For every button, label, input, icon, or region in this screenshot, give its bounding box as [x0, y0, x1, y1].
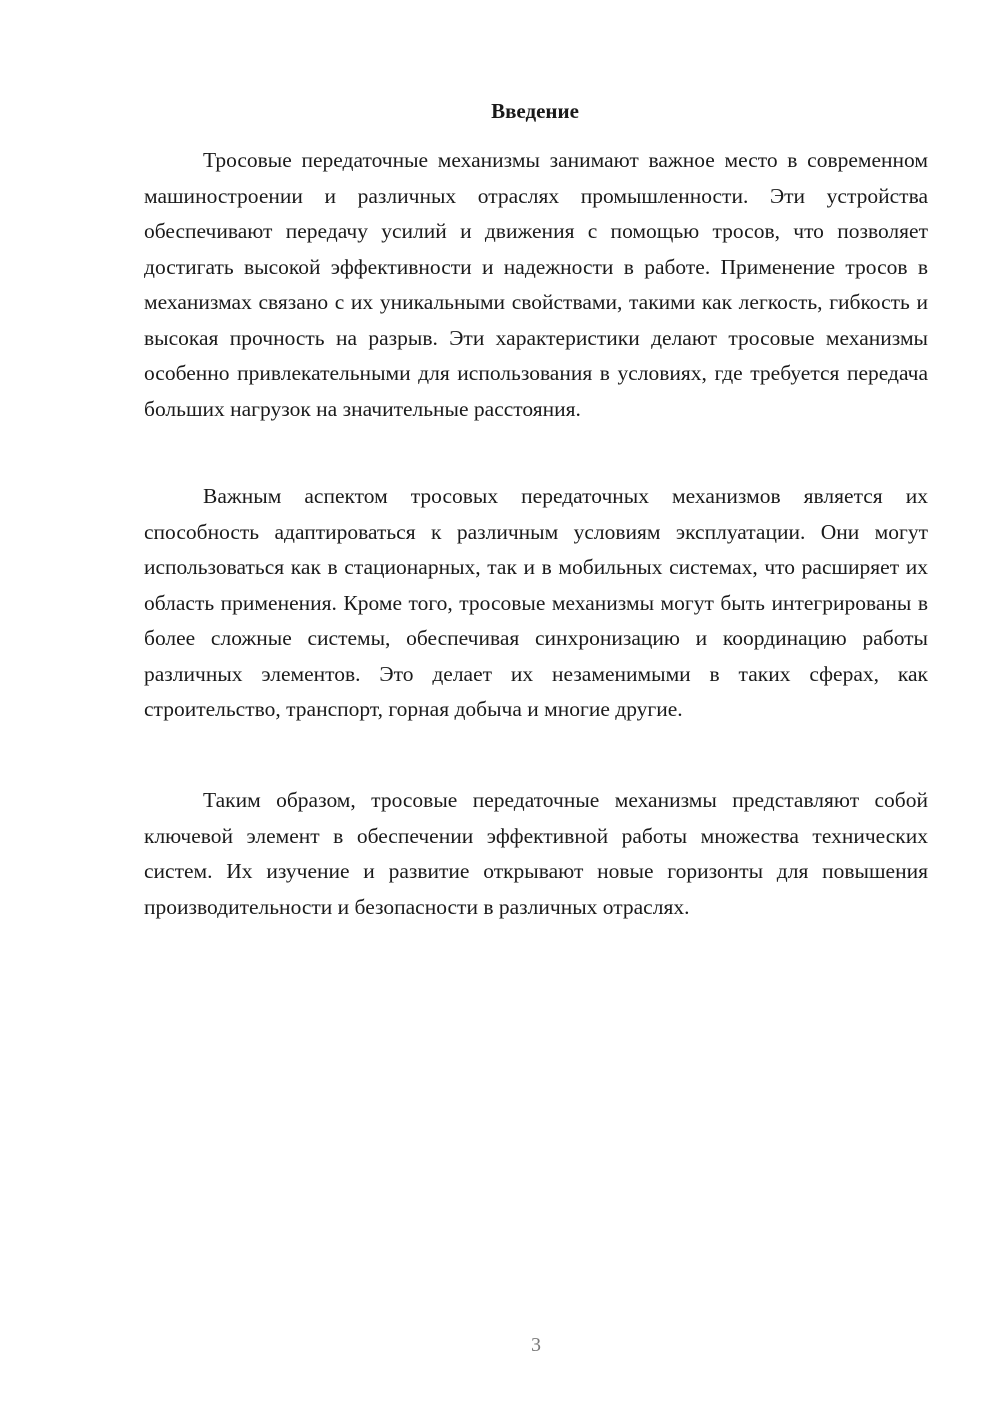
section-heading: Введение: [491, 99, 579, 123]
paragraph-1: Тросовые передаточные механизмы занимают важное место в современном машиностроении и различных отраслях промышленности. Эти устройства обеспечивают передачу усилий и движения с помощью тросов, что позволяет достигать высокой эффективности и надежности в работе. Применение тросов в механизмах связано с их уникальными свойствами, такими как легкость, гибкость и высокая прочность на разрыв. Эти характеристики делают тросовые механизмы особенно привлекательными для использования в условиях, где требуется передача больших нагрузок на значительные расстояния.: [144, 148, 928, 421]
page-number: 3: [531, 1334, 541, 1356]
paragraph-3: Таким образом, тросовые передаточные механизмы представляют собой ключевой элемент в обеспечении эффективной работы множества технических систем. Их изучение и развитие открывают новые горизонты для повышения производительности и безопасности в различных отраслях.: [144, 788, 928, 919]
paragraph-3-block: [144, 783, 928, 925]
paragraph-2: Важным аспектом тросовых передаточных механизмов является их способность адаптироваться к различным условиям эксплуатации. Они могут использоваться как в стационарных, так и в мобильных системах, что расширяет их область применения. Кроме того, тросовые механизмы могут быть интегрированы в более сложные системы, обеспечивая синхронизацию и координацию работы различных элементов. Это делает их незаменимыми в таких сферах, как строительство, транспорт, горная добыча и многие другие.: [144, 484, 928, 721]
paragraph-1-block: [144, 143, 928, 427]
paragraph-2-block: [144, 479, 928, 728]
